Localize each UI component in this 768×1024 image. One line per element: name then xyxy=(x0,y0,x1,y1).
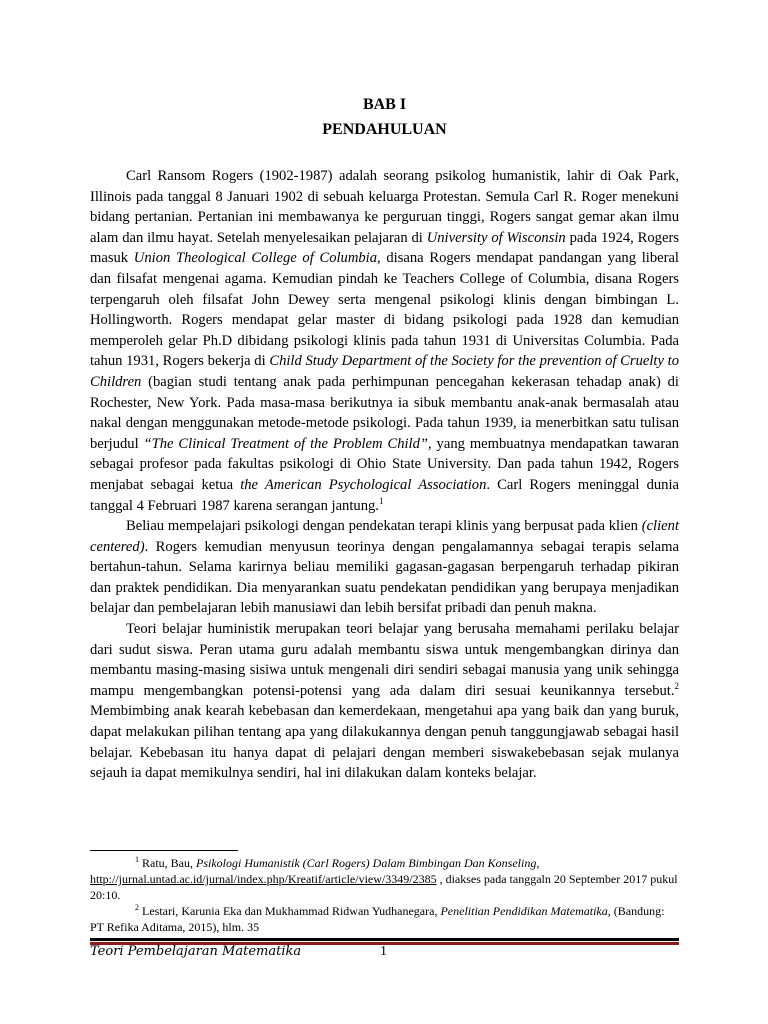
footnote xyxy=(90,903,679,935)
page-number: 1 xyxy=(380,944,387,959)
text-run: Lestari, Karunia Eka dan Mukhammad Ridwan Yudhanegara, xyxy=(142,904,441,918)
paragraph xyxy=(90,166,679,516)
text-run: Beliau mempelajari psikologi dengan pendekatan terapi klinis yang berpusat pada klien xyxy=(126,518,642,535)
text-run: (bagian studi tentang anak pada perhimpunan pencegahan kekerasan tehadap anak) di Rochester, New York. Pada masa-masa berikutnya ia sibuk membantu anak-anak bermasalah atau nakal dengan menggunakan metode-metode psikologi. Pada tahun 1939, ia menerbitkan satu tulisan berjudul xyxy=(90,373,679,452)
text-run: , disana Rogers mendapat pandangan yang liberal dan filsafat mengenai agama. Kemudian pindah ke Teachers College of Columbia, disana Rogers terpengaruh oleh filsafat John Dewey serta mengenal psikologi klinis dengan bimbingan L. Hollingworth. Rogers mendapat gelar master di bidang psikologi pada 1928 dan kemudian memperoleh gelar Ph.D dibidang psikologi klinis pada tahun 1931 di Universitas Columbia. Pada tahun 1931, Rogers bekerja di xyxy=(90,250,679,370)
text-run: pada 1924, Rogers masuk xyxy=(90,229,679,267)
text-run: , (Bandung: PT Refika Aditama, 2015), hlm. 35 xyxy=(90,904,665,934)
chapter-label: BAB I xyxy=(362,96,407,113)
italic-text: “The Clinical Treatment of the Problem Child” xyxy=(143,435,429,452)
chapter-heading xyxy=(90,92,679,142)
text-run: Membimbing anak kearah kebebasan dan kemerdekaan, mengetahui apa yang baik dan yang buruk, dapat melakukan pilihan tentang apa yang dilakukannya dengan penuh tanggungjawab sebagai hasil belajar. Kebebasan itu hanya dapat di pelajari dengan memberi siswakebebasan sejak mulanya sejauh ia dapat memikulnya sendiri, hal ini dilakukan dalam konteks belajar. xyxy=(90,703,679,782)
body-text xyxy=(90,166,679,784)
text-run: Teori belajar huministik merupakan teori belajar yang berusaha memahami perilaku belajar dari sudut siswa. Peran utama guru adalah membantu siswa untuk mengembangkan dirinya dan membantu masing-masing sisiwa untuk mengenali diri sendiri sebagai manusia yang unik sehingga mampu mengembangkan potensi-potensi yang ada dalam diri sesuai keunikannya tersebut. xyxy=(90,621,679,699)
text-run: Ratu, Bau, xyxy=(142,856,196,870)
italic-text: (client centered) xyxy=(90,518,679,555)
footnote-ref[interactable]: 1 xyxy=(378,495,384,506)
footnotes xyxy=(90,855,679,935)
text-run: . Carl Rogers meninggal dunia tanggal 4 Februari 1987 karena serangan jantung. xyxy=(90,476,679,514)
italic-text: Union Theological College of Columbia xyxy=(133,250,378,267)
footnote-separator xyxy=(90,850,238,851)
italic-text: Child Study Department of the Society for the prevention of Cruelty to Children xyxy=(90,353,679,390)
footnote-ref[interactable]: 2 xyxy=(674,680,679,691)
footnote-number: 2 xyxy=(135,903,139,912)
page-content xyxy=(90,92,679,784)
italic-text: University of Wisconsin xyxy=(426,229,566,246)
italic-text: Psikologi Humanistik (Carl Rogers) Dalam Bimbingan Dan Konseling xyxy=(196,856,537,870)
text-run: , xyxy=(536,856,540,870)
text-run: Carl Ransom Rogers (1902-1987) adalah seorang psikolog humanistik, lahir di Oak Park, Illinois pada tanggal 8 Januari 1902 di sebuah keluarga Protestan. Semula Carl R. Roger menekuni bidang pertanian. Pertanian ini membawanya ke perguruan tinggi, Rogers sangat gemar akan ilmu alam dan ilmu hayat. Setelah menyelesaikan pelajaran di xyxy=(90,168,679,246)
text-run: , diakses pada tanggaln 20 September 2017 pukul 20:10. xyxy=(90,872,678,902)
paragraph xyxy=(90,619,679,784)
footnote-number: 1 xyxy=(135,855,139,864)
footnote xyxy=(90,855,679,903)
footer-title: Teori Pembelajaran Matematika xyxy=(90,944,302,959)
italic-text: the American Psychological Association xyxy=(240,476,487,493)
footer-rule-black xyxy=(90,938,679,941)
text-run: , yang membuatnya mendapatkan tawaran sebagai profesor pada fakultas psikologi di Ohio State University. Dan pada tahun 1942, Rogers menjabat sebagai ketua xyxy=(90,435,679,493)
footnote-url-link[interactable]: http://jurnal.untad.ac.id/jurnal/index.php/Kreatif/article/view/3349/2385 xyxy=(90,872,437,886)
text-run: . Rogers kemudian menyusun teorinya dengan pengalamannya sebagai terapis selama bertahun-tahun. Selama karirnya beliau memiliki gagasan-gagasan berpengaruh terhadap pikiran dan praktek pendidikan. Dia menyarankan suatu pendekatan pendidikan yang berupaya menjadikan belajar dan pembelajaran lebih manusiawi dan lebih bersifat pribadi dan penuh makna. xyxy=(90,538,679,617)
paragraph xyxy=(90,516,679,619)
italic-text: Penelitian Pendidikan Matematika xyxy=(440,904,608,918)
chapter-title: PENDAHULUAN xyxy=(322,121,447,138)
